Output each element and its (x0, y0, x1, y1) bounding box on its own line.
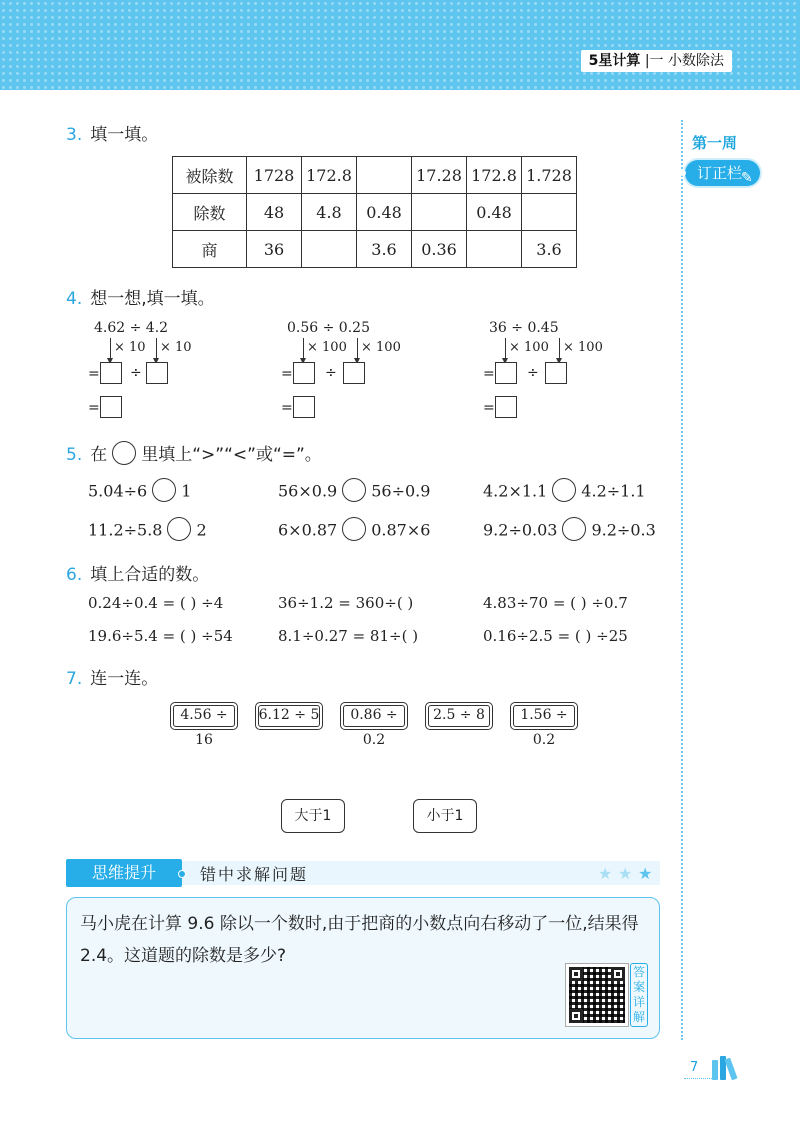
fill-blank-item[interactable]: 4.83÷70 = ( ) ÷0.7 (483, 594, 628, 612)
fill-blank-item[interactable]: 36÷1.2 = 360÷( ) (278, 594, 414, 612)
question-text-pre: 在 (90, 445, 108, 465)
compare-item (88, 480, 191, 504)
table-cell[interactable] (357, 157, 412, 194)
correction-tab-label: 订正栏 (697, 164, 743, 182)
qr-finder (569, 967, 583, 981)
qr-finder (569, 1009, 583, 1023)
star-icon: ★ (598, 864, 613, 883)
compare-circle[interactable] (552, 478, 576, 502)
question-text: 填上合适的数。 (90, 565, 210, 585)
table-cell: 1.728 (522, 157, 577, 194)
group-expression: 0.56 ÷ 0.25 (287, 320, 370, 336)
margin-divider (681, 120, 683, 1040)
match-expression[interactable]: 2.5 ÷ 8 (425, 702, 493, 730)
table-cell: 4.8 (302, 194, 357, 231)
answer-box[interactable] (100, 362, 122, 384)
compare-left: 6×0.87 (278, 520, 338, 540)
divide-sign: ÷ (527, 365, 539, 381)
table-cell: 17.28 (412, 157, 467, 194)
table-cell: 0.48 (467, 194, 522, 231)
question-5-title (66, 440, 322, 467)
tab-dot (680, 170, 686, 176)
question-7-title (66, 664, 158, 689)
table-cell: 被除数 (173, 157, 247, 194)
correction-tab (685, 160, 760, 186)
compare-right: 56÷0.9 (371, 481, 431, 501)
answer-box[interactable] (100, 396, 122, 418)
group-expression: 36 ÷ 0.45 (489, 320, 559, 336)
transform-group (281, 320, 461, 420)
tag-dot (178, 870, 186, 878)
compare-item (278, 480, 430, 504)
compare-circle[interactable] (342, 517, 366, 541)
qr-finder (611, 967, 625, 981)
question-number: 4. (66, 289, 83, 309)
compare-circle[interactable] (152, 478, 176, 502)
compare-right: 4.2÷1.1 (581, 481, 646, 501)
table-cell: 36 (247, 231, 302, 268)
question-text: 连一连。 (90, 669, 159, 689)
table-cell: 商 (173, 231, 247, 268)
question-number: 7. (66, 669, 83, 689)
table-cell: 除数 (173, 194, 247, 231)
table-row (173, 194, 577, 231)
table-cell: 0.48 (357, 194, 412, 231)
table-cell: 1728 (247, 157, 302, 194)
compare-item (483, 480, 646, 504)
compare-circle[interactable] (342, 478, 366, 502)
compare-circle (112, 441, 136, 465)
answer-box[interactable] (343, 362, 365, 384)
equals-sign: = (281, 400, 293, 416)
question-6-title (66, 560, 209, 585)
match-expression[interactable]: 1.56 ÷ 0.2 (510, 702, 578, 730)
answer-box[interactable] (293, 396, 315, 418)
compare-right: 2 (196, 520, 207, 540)
compare-item (88, 519, 207, 543)
match-target[interactable]: 小于1 (413, 799, 477, 833)
arrow-down-icon (357, 338, 358, 360)
group-expression: 4.62 ÷ 4.2 (94, 320, 169, 336)
transform-group (88, 320, 268, 420)
arrow-down-icon (110, 338, 111, 360)
table-row (173, 231, 577, 268)
table-cell: 48 (247, 194, 302, 231)
equals-sign: = (483, 366, 495, 382)
header-label (581, 50, 732, 72)
table-cell: 172.8 (467, 157, 522, 194)
star-icon: ★ (618, 864, 633, 883)
question-number: 6. (66, 565, 83, 585)
multiplier-label: × 10 (114, 340, 146, 355)
table-cell: 3.6 (357, 231, 412, 268)
compare-right: 1 (181, 481, 192, 501)
question-text: 填一填。 (90, 125, 159, 145)
multiplier-label: × 100 (509, 340, 549, 355)
equals-sign: = (281, 366, 293, 382)
page-rule (684, 1078, 714, 1079)
question-number: 5. (66, 445, 83, 465)
section-subtitle: 错中求解问题 (200, 865, 309, 884)
compare-right: 9.2÷0.3 (591, 520, 656, 540)
table-cell: 3.6 (522, 231, 577, 268)
divide-sign: ÷ (325, 365, 337, 381)
compare-item (483, 519, 656, 543)
books-icon (712, 1056, 736, 1084)
multiplier-label: × 100 (563, 340, 603, 355)
compare-right: 0.87×6 (371, 520, 431, 540)
compare-item (278, 519, 430, 543)
arrow-down-icon (505, 338, 506, 360)
table-cell: 172.8 (302, 157, 357, 194)
match-expression[interactable]: 6.12 ÷ 5 (255, 702, 323, 730)
chapter-title: 小数除法 (668, 53, 724, 69)
fill-blank-item[interactable]: 19.6÷5.4 = ( ) ÷54 (88, 627, 233, 645)
compare-circle[interactable] (562, 517, 586, 541)
divide-sign: ÷ (130, 365, 142, 381)
multiplier-label: × 100 (307, 340, 347, 355)
week-label: 第一周 (692, 134, 738, 152)
section-tag: 思维提升 (66, 859, 182, 887)
match-expression[interactable]: 0.86 ÷ 0.2 (340, 702, 408, 730)
question-text: 想一想,填一填。 (90, 289, 215, 309)
multiplier-label: × 10 (160, 340, 192, 355)
answer-box[interactable] (146, 362, 168, 384)
table-cell[interactable] (302, 231, 357, 268)
table-cell[interactable] (467, 231, 522, 268)
match-expression[interactable]: 4.56 ÷ 16 (170, 702, 238, 730)
arrow-down-icon (303, 338, 304, 360)
compare-circle[interactable] (167, 517, 191, 541)
compare-left: 56×0.9 (278, 481, 338, 501)
header-band (0, 0, 800, 90)
book-title: 5星计算 (588, 53, 641, 69)
answer-box[interactable] (293, 362, 315, 384)
transform-group (483, 320, 663, 420)
answer-box[interactable] (545, 362, 567, 384)
compare-left: 4.2×1.1 (483, 481, 548, 501)
pencil-icon: ✎ (741, 170, 753, 186)
equals-sign: = (483, 400, 495, 416)
table-cell[interactable] (522, 194, 577, 231)
compare-left: 9.2÷0.03 (483, 520, 558, 540)
fill-blank-item[interactable]: 0.24÷0.4 = ( ) ÷4 (88, 594, 224, 612)
question-3-title (66, 120, 158, 145)
division-table (172, 156, 577, 268)
question-number: 3. (66, 125, 83, 145)
question-4-title (66, 284, 215, 309)
problem-text: 马小虎在计算 9.6 除以一个数时,由于把商的小数点向右移动了一位,结果得 2.4。这道题的除数是多少? (80, 914, 639, 966)
fill-blank-item[interactable]: 8.1÷0.27 = 81÷( ) (278, 627, 419, 645)
qr-code-icon[interactable] (566, 964, 628, 1026)
table-row (173, 157, 577, 194)
equals-sign: = (88, 366, 100, 382)
answer-box[interactable] (495, 396, 517, 418)
table-cell[interactable] (412, 194, 467, 231)
multiplier-label: × 100 (361, 340, 401, 355)
table-cell: 0.36 (412, 231, 467, 268)
equals-sign: = (88, 400, 100, 416)
match-target[interactable]: 大于1 (281, 799, 345, 833)
qr-label: 答案详解 (630, 963, 648, 1027)
arrow-down-icon (559, 338, 560, 360)
compare-left: 5.04÷6 (88, 481, 148, 501)
header-separator: |一 (644, 53, 664, 69)
question-text-post: 里填上“>”“<”或“=”。 (141, 445, 322, 465)
compare-left: 11.2÷5.8 (88, 520, 163, 540)
answer-box[interactable] (495, 362, 517, 384)
fill-blank-item[interactable]: 0.16÷2.5 = ( ) ÷25 (483, 627, 628, 645)
arrow-down-icon (156, 338, 157, 360)
star-icon: ★ (638, 864, 653, 883)
page-number: 7 (690, 1060, 699, 1075)
